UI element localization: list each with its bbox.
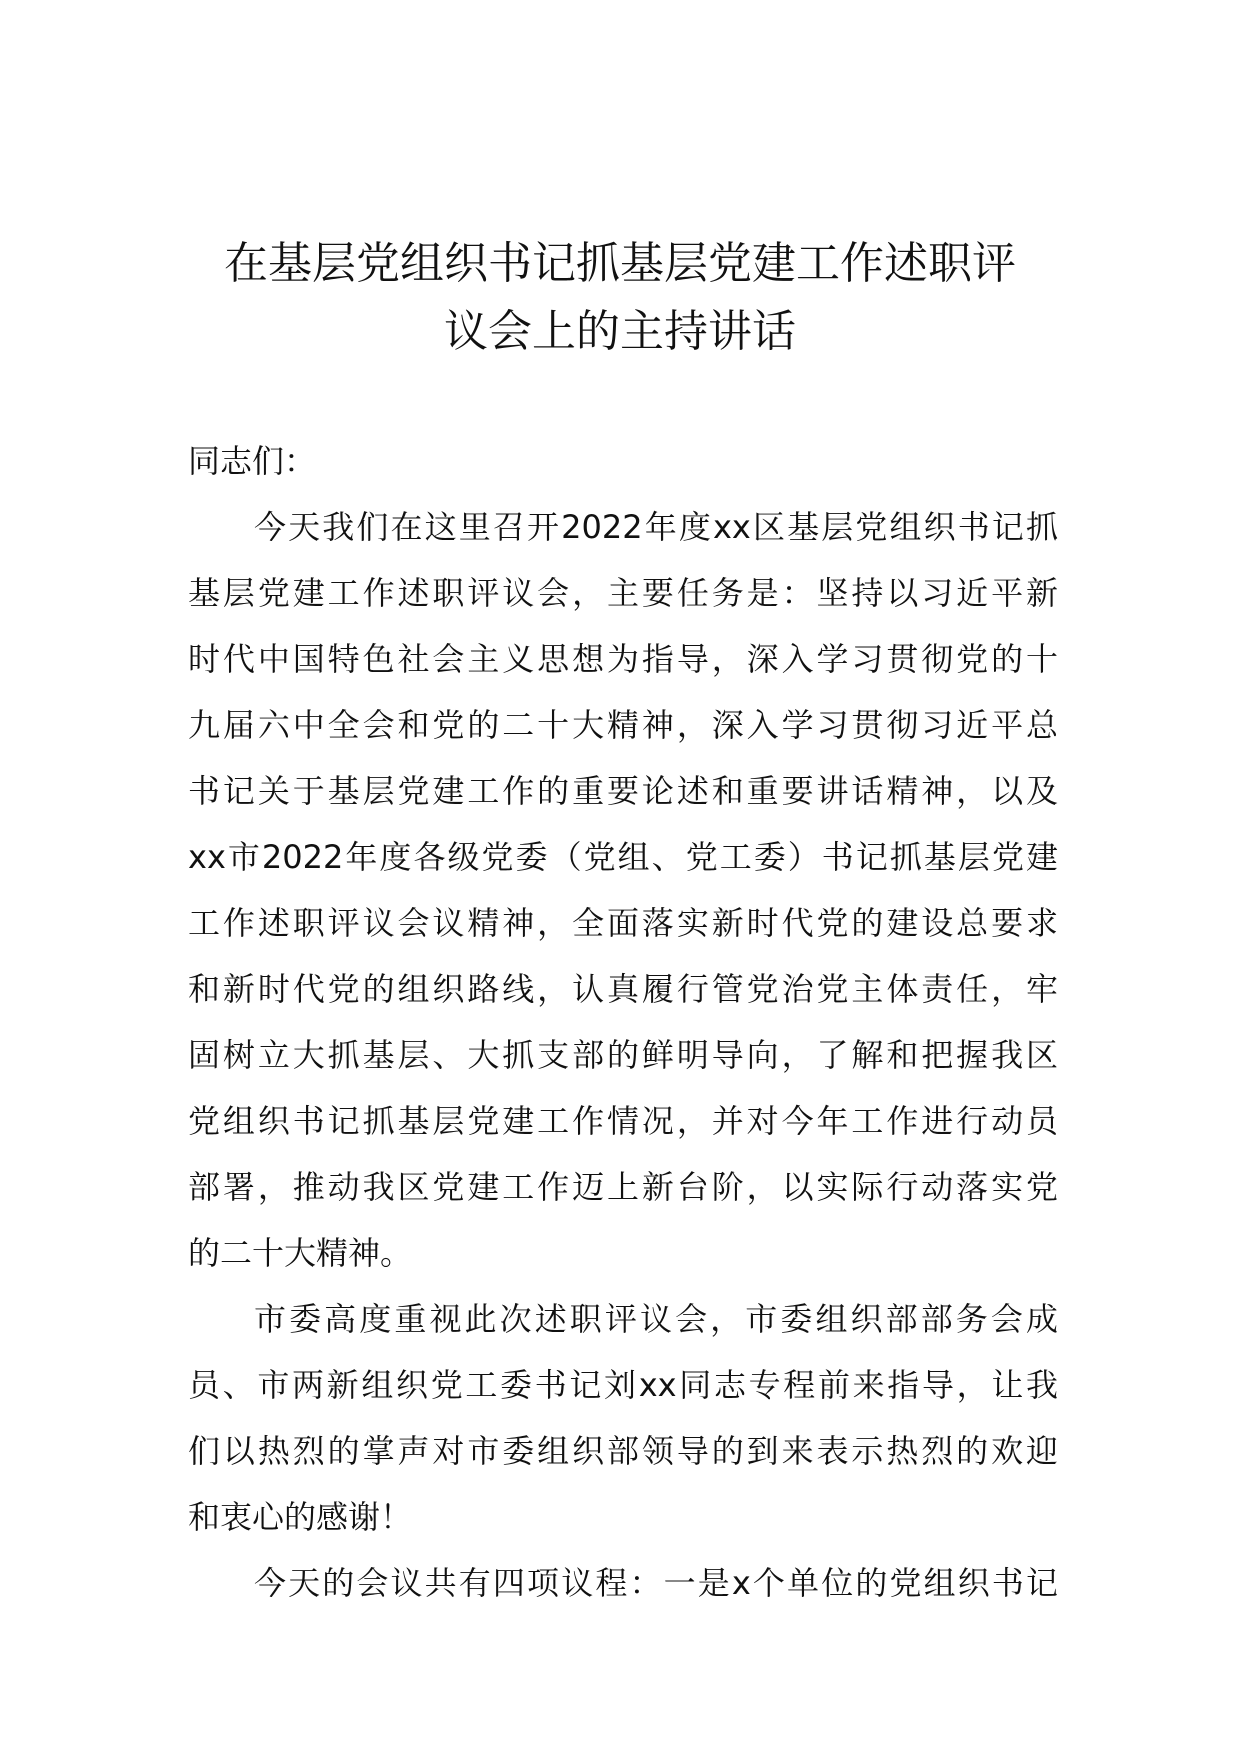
document-title xyxy=(150,230,1090,366)
paragraph-line: 基层党建工作述职评议会，主要任务是：坚持以习近平新 xyxy=(188,574,1058,612)
paragraph-line: 书记关于基层党建工作的重要论述和重要讲话精神，以及 xyxy=(188,772,1058,810)
paragraph-line: 固树立大抓基层、大抓支部的鲜明导向，了解和把握我区 xyxy=(188,1036,1058,1074)
paragraph-3 xyxy=(188,1550,1058,1616)
salutation: 同志们： xyxy=(188,442,317,480)
paragraph-line: 党组织书记抓基层党建工作情况，并对今年工作进行动员 xyxy=(188,1102,1058,1140)
paragraph-line: 时代中国特色社会主义思想为指导，深入学习贯彻党的十 xyxy=(188,640,1058,678)
title-line: 在基层党组织书记抓基层党建工作述职评 xyxy=(224,238,1016,289)
paragraph-line: 今天的会议共有四项议程：一是x个单位的党组织书记 xyxy=(254,1564,1058,1602)
paragraph-line: 员、市两新组织党工委书记刘xx同志专程前来指导，让我 xyxy=(188,1366,1058,1404)
document-body xyxy=(188,428,1058,1616)
title-line: 议会上的主持讲话 xyxy=(444,306,796,357)
paragraph-line: 的二十大精神。 xyxy=(188,1234,413,1272)
paragraph-line: 今天我们在这里召开2022年度xx区基层党组织书记抓 xyxy=(254,508,1058,546)
paragraph-line: 们以热烈的掌声对市委组织部领导的到来表示热烈的欢迎 xyxy=(188,1432,1058,1470)
paragraph-2 xyxy=(188,1286,1058,1550)
paragraph-line: 工作述职评议会议精神，全面落实新时代党的建设总要求 xyxy=(188,904,1058,942)
paragraph-line: 和衷心的感谢！ xyxy=(188,1498,413,1536)
paragraph-line: 九届六中全会和党的二十大精神，深入学习贯彻习近平总 xyxy=(188,706,1058,744)
paragraph-1 xyxy=(188,494,1058,1286)
paragraph-line: xx市2022年度各级党委（党组、党工委）书记抓基层党建 xyxy=(188,838,1058,876)
paragraph-line: 市委高度重视此次述职评议会，市委组织部部务会成 xyxy=(254,1300,1058,1338)
paragraph-line: 部署，推动我区党建工作迈上新台阶，以实际行动落实党 xyxy=(188,1168,1058,1206)
paragraph-line: 和新时代党的组织路线，认真履行管党治党主体责任，牢 xyxy=(188,970,1058,1008)
